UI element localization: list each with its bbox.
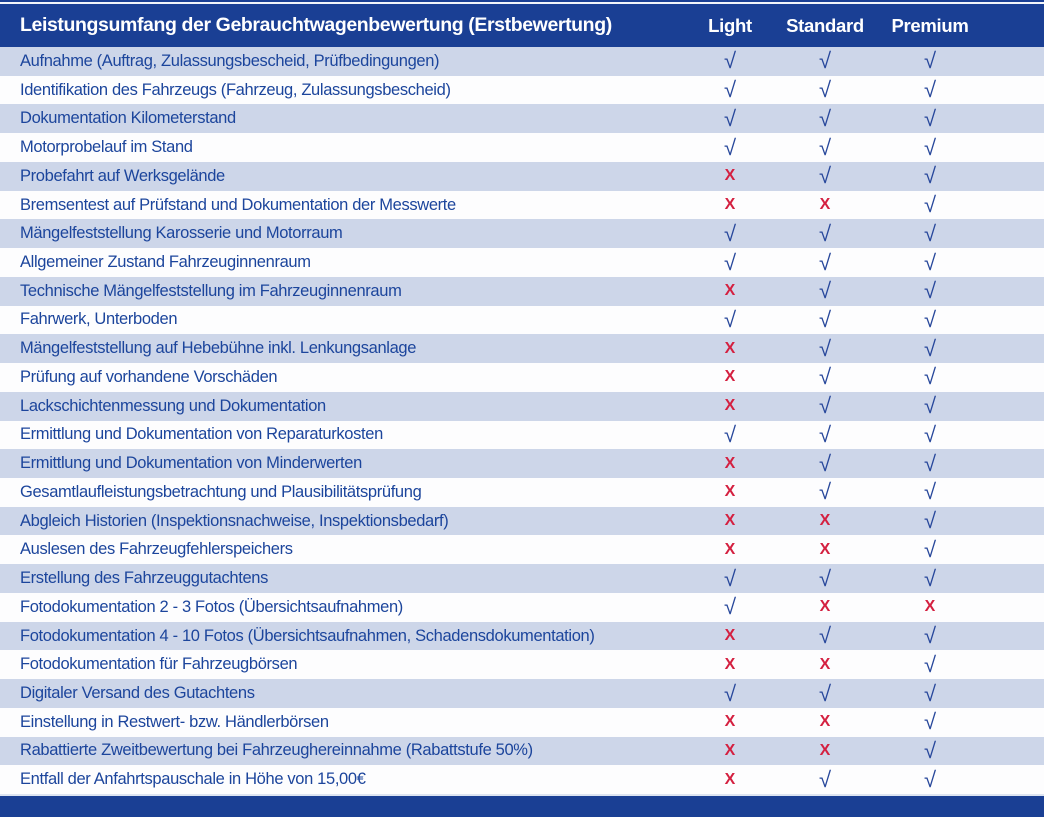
check-mark-icon: √ (923, 163, 937, 189)
cross-mark-icon: X (724, 655, 736, 673)
check-mark-icon: √ (923, 450, 937, 476)
check-mark-icon: √ (818, 48, 832, 74)
table-row (0, 104, 1044, 133)
cross-mark-icon: X (724, 167, 736, 185)
row-label: Einstellung in Restwert- bzw. Händlerbörsen (20, 712, 329, 731)
check-mark-icon: √ (818, 623, 832, 649)
cross-mark-icon: X (724, 627, 736, 645)
check-mark-icon: √ (723, 249, 737, 275)
check-mark-icon: √ (923, 508, 937, 534)
row-label: Prüfung auf vorhandene Vorschäden (20, 367, 278, 386)
check-mark-icon: √ (818, 393, 832, 419)
check-mark-icon: √ (723, 48, 737, 74)
table-row (0, 47, 1044, 76)
table-row (0, 306, 1044, 335)
row-label: Probefahrt auf Werksgelände (20, 166, 225, 185)
check-mark-icon: √ (923, 249, 937, 275)
check-mark-icon: √ (818, 364, 832, 390)
table-row (0, 363, 1044, 392)
cross-mark-icon: X (724, 339, 736, 357)
check-mark-icon: √ (923, 306, 937, 332)
cross-mark-icon: X (819, 512, 831, 530)
cross-mark-icon: X (724, 368, 736, 386)
check-mark-icon: √ (923, 421, 937, 447)
column-header-standard: Standard (786, 14, 864, 36)
row-label: Ermittlung und Dokumentation von Minderwerten (20, 454, 362, 473)
check-mark-icon: √ (923, 393, 937, 419)
row-label: Fotodokumentation für Fahrzeugbörsen (20, 655, 298, 674)
check-mark-icon: √ (723, 77, 737, 103)
row-label: Digitaler Versand des Gutachtens (20, 684, 255, 703)
check-mark-icon: √ (923, 192, 937, 218)
cross-mark-icon: X (819, 540, 831, 558)
cross-mark-icon: X (819, 741, 831, 759)
cross-mark-icon: X (724, 397, 736, 415)
table-row (0, 650, 1044, 679)
table-row (0, 765, 1044, 794)
check-mark-icon: √ (818, 249, 832, 275)
row-label: Abgleich Historien (Inspektionsnachweise, Inspektionsbedarf) (20, 511, 449, 530)
row-label: Rabattierte Zweitbewertung bei Fahrzeughereinnahme (Rabattstufe 50%) (20, 741, 533, 760)
row-label: Fahrwerk, Unterboden (20, 310, 178, 329)
row-label: Auslesen des Fahrzeugfehlerspeichers (20, 540, 293, 559)
cross-mark-icon: X (724, 770, 736, 788)
check-mark-icon: √ (923, 105, 937, 131)
check-mark-icon: √ (723, 421, 737, 447)
cross-mark-icon: X (924, 598, 936, 616)
row-label: Lackschichtenmessung und Dokumentation (20, 396, 326, 415)
check-mark-icon: √ (818, 450, 832, 476)
check-mark-icon: √ (818, 479, 832, 505)
check-mark-icon: √ (723, 105, 737, 131)
table-row (0, 507, 1044, 536)
check-mark-icon: √ (923, 48, 937, 74)
table-row (0, 162, 1044, 191)
table-row (0, 277, 1044, 306)
table-body (0, 47, 1044, 794)
table-row (0, 737, 1044, 766)
check-mark-icon: √ (818, 105, 832, 131)
check-mark-icon: √ (723, 306, 737, 332)
check-mark-icon: √ (818, 766, 832, 792)
check-mark-icon: √ (723, 220, 737, 246)
table-row (0, 76, 1044, 105)
check-mark-icon: √ (723, 134, 737, 160)
cross-mark-icon: X (819, 713, 831, 731)
check-mark-icon: √ (923, 709, 937, 735)
table-row (0, 593, 1044, 622)
check-mark-icon: √ (923, 77, 937, 103)
check-mark-icon: √ (923, 536, 937, 562)
check-mark-icon: √ (723, 594, 737, 620)
check-mark-icon: √ (923, 134, 937, 160)
row-label: Fotodokumentation 2 - 3 Fotos (Übersichtsaufnahmen) (20, 597, 403, 616)
check-mark-icon: √ (818, 220, 832, 246)
cross-mark-icon: X (819, 655, 831, 673)
table-row (0, 535, 1044, 564)
footer-bar (0, 794, 1044, 817)
check-mark-icon: √ (818, 163, 832, 189)
check-mark-icon: √ (923, 651, 937, 677)
row-label: Identifikation des Fahrzeugs (Fahrzeug, Zulassungsbescheid) (20, 80, 451, 99)
check-mark-icon: √ (923, 565, 937, 591)
row-label: Fotodokumentation 4 - 10 Fotos (Übersichtsaufnahmen, Schadensdokumentation) (20, 626, 595, 645)
check-mark-icon: √ (923, 680, 937, 706)
check-mark-icon: √ (818, 565, 832, 591)
check-mark-icon: √ (818, 77, 832, 103)
table-row (0, 219, 1044, 248)
check-mark-icon: √ (723, 680, 737, 706)
cross-mark-icon: X (724, 282, 736, 300)
check-mark-icon: √ (923, 766, 937, 792)
column-header-light: Light (708, 14, 752, 36)
table-row (0, 334, 1044, 363)
cross-mark-icon: X (819, 598, 831, 616)
row-label: Dokumentation Kilometerstand (20, 109, 236, 128)
column-header-premium: Premium (891, 14, 969, 36)
table-title: Leistungsumfang der Gebrauchtwagenbewertung (Erstbewertung) (20, 14, 612, 36)
table-row (0, 191, 1044, 220)
cross-mark-icon: X (724, 741, 736, 759)
check-mark-icon: √ (923, 335, 937, 361)
check-mark-icon: √ (818, 680, 832, 706)
check-mark-icon: √ (818, 278, 832, 304)
check-mark-icon: √ (818, 335, 832, 361)
cross-mark-icon: X (724, 512, 736, 530)
row-label: Mängelfeststellung auf Hebebühne inkl. Lenkungsanlage (20, 339, 417, 358)
cross-mark-icon: X (724, 454, 736, 472)
row-label: Gesamtlaufleistungsbetrachtung und Plausibilitätsprüfung (20, 482, 422, 501)
check-mark-icon: √ (923, 479, 937, 505)
check-mark-icon: √ (923, 364, 937, 390)
cross-mark-icon: X (724, 540, 736, 558)
row-label: Aufnahme (Auftrag, Zulassungsbescheid, Prüfbedingungen) (20, 51, 440, 70)
row-label: Technische Mängelfeststellung im Fahrzeuginnenraum (20, 281, 402, 300)
table-row (0, 133, 1044, 162)
row-label: Bremsentest auf Prüfstand und Dokumentation der Messwerte (20, 195, 456, 214)
check-mark-icon: √ (923, 737, 937, 763)
table-row (0, 708, 1044, 737)
row-label: Allgemeiner Zustand Fahrzeuginnenraum (20, 253, 311, 271)
cross-mark-icon: X (724, 196, 736, 214)
row-label: Entfall der Anfahrtspauschale in Höhe von 15,00€ (20, 770, 366, 789)
check-mark-icon: √ (923, 278, 937, 304)
table-row (0, 679, 1044, 708)
table-row (0, 449, 1044, 478)
cross-mark-icon: X (724, 483, 736, 501)
table-row (0, 622, 1044, 651)
table-row (0, 564, 1044, 593)
row-label: Mängelfeststellung Karosserie und Motorraum (20, 224, 343, 243)
check-mark-icon: √ (818, 134, 832, 160)
check-mark-icon: √ (818, 421, 832, 447)
table-row (0, 421, 1044, 450)
check-mark-icon: √ (923, 220, 937, 246)
row-label: Erstellung des Fahrzeuggutachtens (20, 569, 269, 588)
cross-mark-icon: X (724, 713, 736, 731)
check-mark-icon: √ (923, 623, 937, 649)
table-header-row (0, 4, 1044, 47)
table-row (0, 478, 1044, 507)
check-mark-icon: √ (723, 565, 737, 591)
table-row (0, 392, 1044, 421)
table-row (0, 248, 1044, 277)
row-label: Ermittlung und Dokumentation von Reparaturkosten (20, 425, 383, 444)
cross-mark-icon: X (819, 196, 831, 214)
check-mark-icon: √ (818, 306, 832, 332)
row-label: Motorprobelauf im Stand (20, 138, 193, 157)
